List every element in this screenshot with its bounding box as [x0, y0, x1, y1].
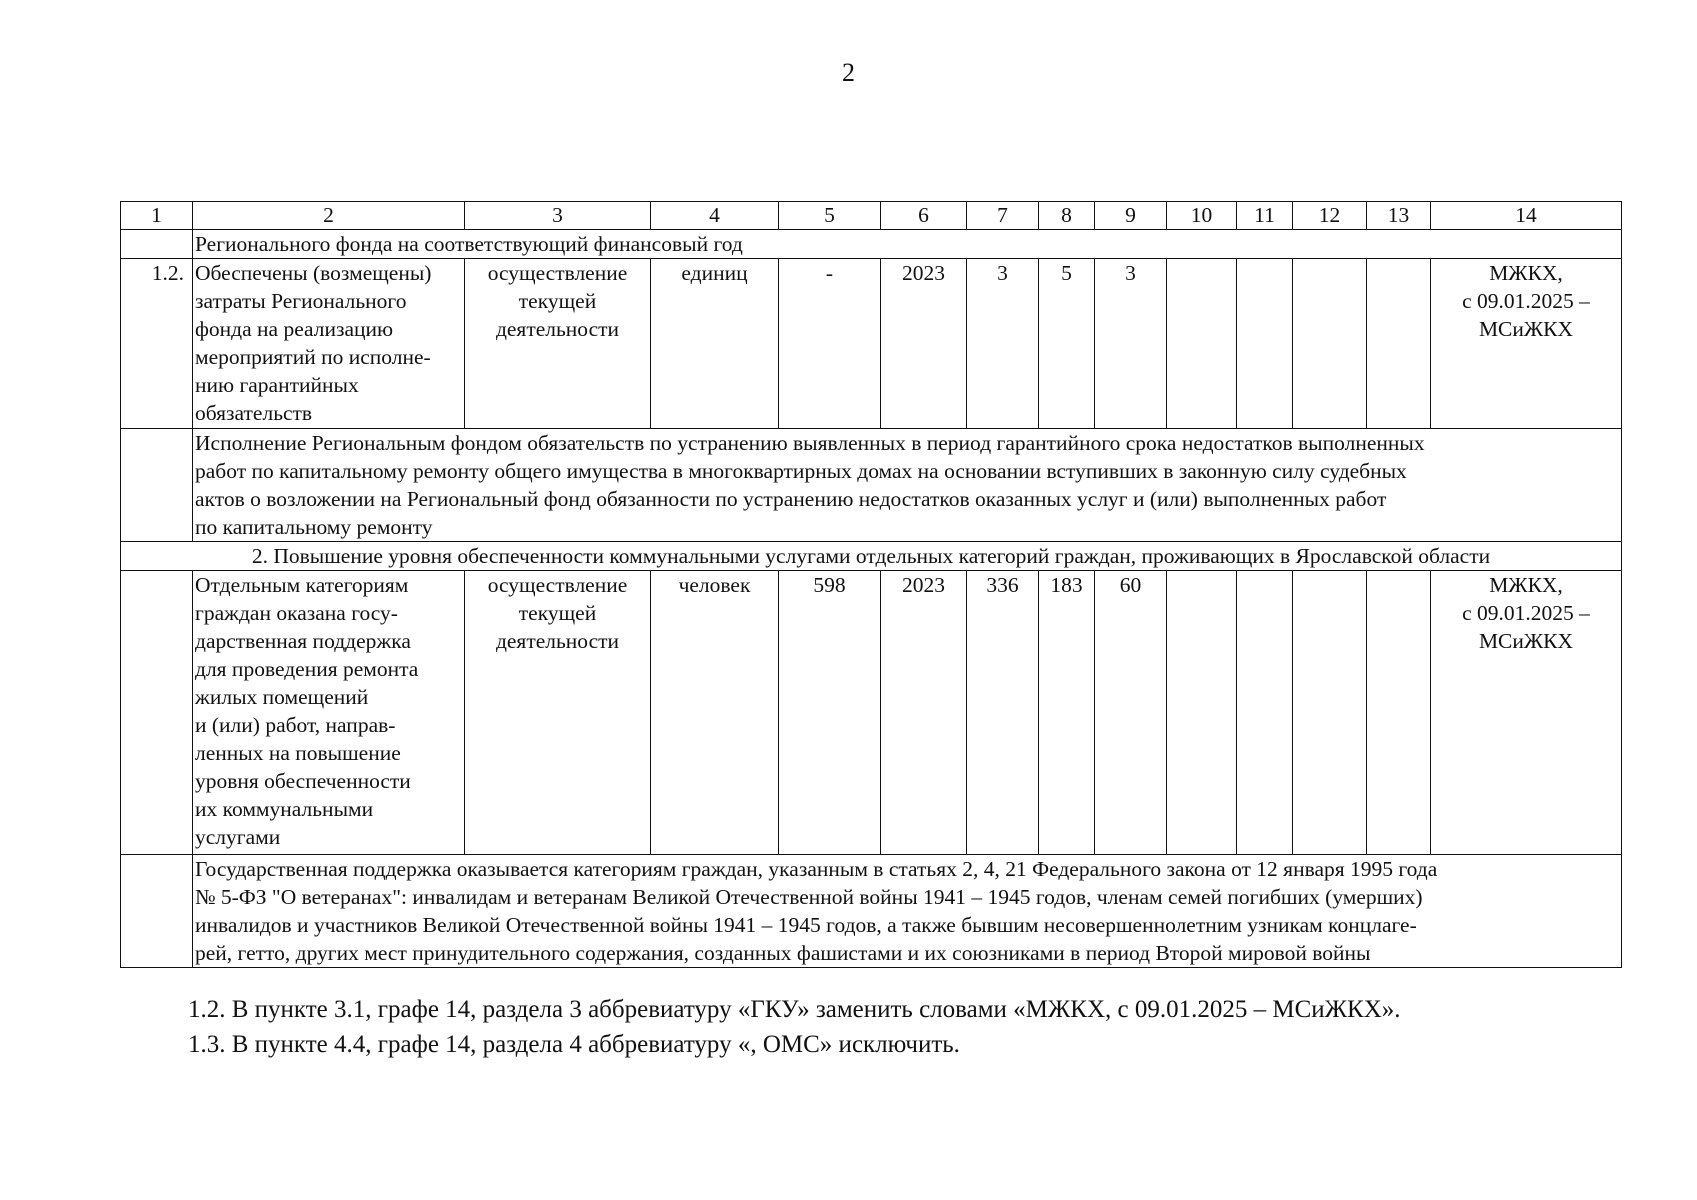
base-year-cell: 2023 — [881, 571, 967, 855]
empty-cell — [121, 230, 193, 259]
value-cell: 60 — [1095, 571, 1167, 855]
header-cell: 9 — [1095, 202, 1167, 230]
table-row — [121, 571, 1622, 855]
note-row — [121, 429, 1622, 542]
base-value-cell: - — [779, 259, 881, 429]
header-cell: 13 — [1367, 202, 1431, 230]
value-cell — [1367, 259, 1431, 429]
value-cell: 336 — [967, 571, 1039, 855]
header-cell: 12 — [1293, 202, 1367, 230]
type-cell: осуществление текущей деятельности — [465, 259, 651, 429]
value-cell: 183 — [1039, 571, 1095, 855]
responsible-cell: МЖКХ, с 09.01.2025 – МСиЖКХ — [1431, 259, 1622, 429]
result-cell: Отдельным категориям граждан оказана госу- дарственная поддержка для проведения ремонта жилых помещений и (или) работ, направ- ленных на повышение уровня обеспеченности их коммунальными услугами — [193, 571, 465, 855]
header-cell: 3 — [465, 202, 651, 230]
page-number: 2 — [842, 58, 855, 87]
value-cell — [1293, 571, 1367, 855]
continuation-row — [121, 230, 1622, 259]
value-cell: 3 — [967, 259, 1039, 429]
value-cell — [1293, 259, 1367, 429]
unit-cell: единиц — [651, 259, 779, 429]
table-header-row — [121, 202, 1622, 230]
responsible-cell: МЖКХ, с 09.01.2025 – МСиЖКХ — [1431, 571, 1622, 855]
amendment-paragraph: 1.2. В пункте 3.1, графе 14, раздела 3 аббревиатуру «ГКУ» заменить словами «МЖКХ, с 09.01.2025 – МСиЖКХ». — [188, 996, 1401, 1023]
header-cell: 10 — [1167, 202, 1237, 230]
header-cell: 11 — [1237, 202, 1293, 230]
header-cell: 7 — [967, 202, 1039, 230]
note-text: Государственная поддержка оказывается категориям граждан, указанным в статьях 2, 4, 21 Федерального закона от 12 января 1995 года № 5-ФЗ "О ветеранах": инвалидам и ветеранам Великой Отечественной войны 1941 – 1945 годов, членам семей погибших (умерших) инвалидов и участников Великой Отечественной войны 1941 – 1945 годов, а также бывшим несовершеннолетним узникам концлаге- рей, гетто, других мест принудительного содержания, созданных фашистами и их союзниками в период Второй мировой войны — [193, 855, 1622, 968]
indicators-table — [120, 201, 1622, 968]
base-year-cell: 2023 — [881, 259, 967, 429]
table-row — [121, 259, 1622, 429]
header-cell: 2 — [193, 202, 465, 230]
note-text: Исполнение Региональным фондом обязательств по устранению выявленных в период гарантийного срока недостатков выполненных работ по капитальному ремонту общего имущества в многоквартирных домах на основании вступивших в законную силу судебных актов о возложении на Региональный фонд обязанности по устранению недостатков оказанных услуг и (или) выполненных работ по капитальному ремонту — [193, 429, 1622, 542]
header-cell: 6 — [881, 202, 967, 230]
header-cell: 8 — [1039, 202, 1095, 230]
value-cell — [1367, 571, 1431, 855]
result-cell: Обеспечены (возмещены) затраты Регионального фонда на реализацию мероприятий по исполне- нию гарантийных обязательств — [193, 259, 465, 429]
value-cell: 5 — [1039, 259, 1095, 429]
row-number — [121, 571, 193, 855]
header-cell: 4 — [651, 202, 779, 230]
empty-cell — [121, 855, 193, 968]
value-cell: 3 — [1095, 259, 1167, 429]
base-value-cell: 598 — [779, 571, 881, 855]
value-cell — [1237, 571, 1293, 855]
header-cell: 5 — [779, 202, 881, 230]
header-cell: 1 — [121, 202, 193, 230]
continuation-text: Регионального фонда на соответствующий финансовый год — [193, 230, 1622, 259]
section-row — [121, 542, 1622, 571]
unit-cell: человек — [651, 571, 779, 855]
section-title: 2. Повышение уровня обеспеченности коммунальными услугами отдельных категорий граждан, проживающих в Ярославской области — [121, 542, 1622, 571]
row-number: 1.2. — [121, 259, 193, 429]
type-cell: осуществление текущей деятельности — [465, 571, 651, 855]
amendment-paragraph: 1.3. В пункте 4.4, графе 14, раздела 4 аббревиатуру «, ОМС» исключить. — [188, 1031, 960, 1058]
value-cell — [1167, 259, 1237, 429]
note-row — [121, 855, 1622, 968]
empty-cell — [121, 429, 193, 542]
value-cell — [1167, 571, 1237, 855]
header-cell: 14 — [1431, 202, 1622, 230]
value-cell — [1237, 259, 1293, 429]
